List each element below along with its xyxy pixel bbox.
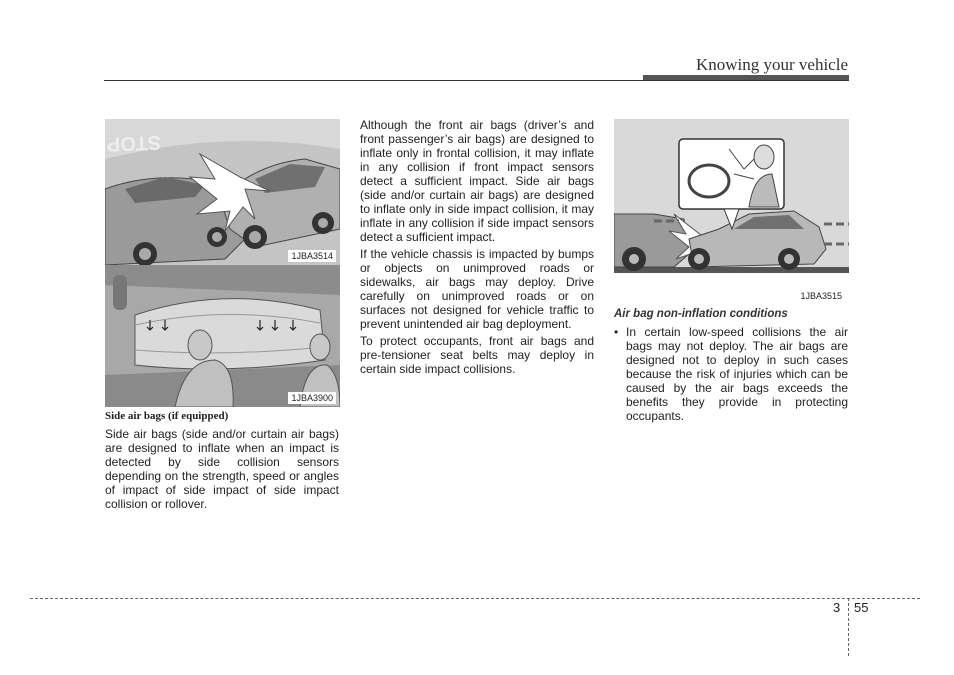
side-impact-illustration	[105, 119, 340, 265]
footer-rule	[30, 598, 920, 599]
side-airbags-paragraph: Side air bags (side and/or curtain air bags) are designed to inflate when an impact is detected by side collision sensors depending on the strength, speed or angles of impact of side impact of side impact collision or rollover.	[105, 427, 339, 511]
figure-curtain-airbag	[105, 265, 340, 407]
non-inflation-list	[614, 325, 848, 423]
header-rule-accent	[643, 75, 849, 80]
footer-divider	[848, 598, 849, 656]
column-two-text	[360, 118, 594, 379]
curtain-airbag-illustration	[105, 265, 340, 407]
chapter-number: 3	[833, 600, 841, 615]
figure-code: 1JBA3514	[288, 250, 336, 262]
figure-side-impact	[105, 119, 340, 265]
page-number: 55	[854, 600, 869, 615]
figure-code: 1JBA3515	[797, 290, 845, 302]
bullet-text: In certain low-speed collisions the air bags may not deploy. The air bags are designed not to deploy in such cases because the risk of injuries which can be caused by the air bags exceeds the benefits they provide in protecting occupants.	[626, 325, 848, 423]
paragraph-pretensioner: To protect occupants, front air bags and pre-tensioner seat belts may deploy in certain side impact collisions.	[360, 334, 594, 376]
paragraph-front-airbags: Although the front air bags (driver’s and front passenger’s air bags) are designed to inflate only in frontal collision, it may inflate in any collision if front impact sensors detect a sufficient impact. Side air bags (side and/or curtain air bags) are designed to inflate only in side impact collision, it may inflate in any collision if side impact sensors detect a sufficient impact.	[360, 118, 594, 244]
header-title: Knowing your vehicle	[695, 55, 848, 74]
stop-marking: STOP	[106, 131, 162, 155]
bullet-icon: •	[614, 325, 619, 339]
figure-low-speed-collision	[614, 119, 849, 305]
side-airbags-body	[105, 427, 339, 514]
paragraph-chassis-impact: If the vehicle chassis is impacted by bumps or objects on unimproved roads or sidewalks, air bags may deploy. Drive carefully on unimproved roads or on surfaces not designed for vehicle traffic to prevent unintended air bag deployment.	[360, 247, 594, 331]
header-rule	[104, 80, 849, 81]
side-airbags-subhead: Side air bags (if equipped)	[105, 410, 229, 422]
figure-code: 1JBA3900	[288, 392, 336, 404]
low-speed-collision-illustration	[614, 119, 849, 305]
list-item	[614, 325, 848, 423]
non-inflation-caption: Air bag non-inflation conditions	[614, 308, 788, 320]
